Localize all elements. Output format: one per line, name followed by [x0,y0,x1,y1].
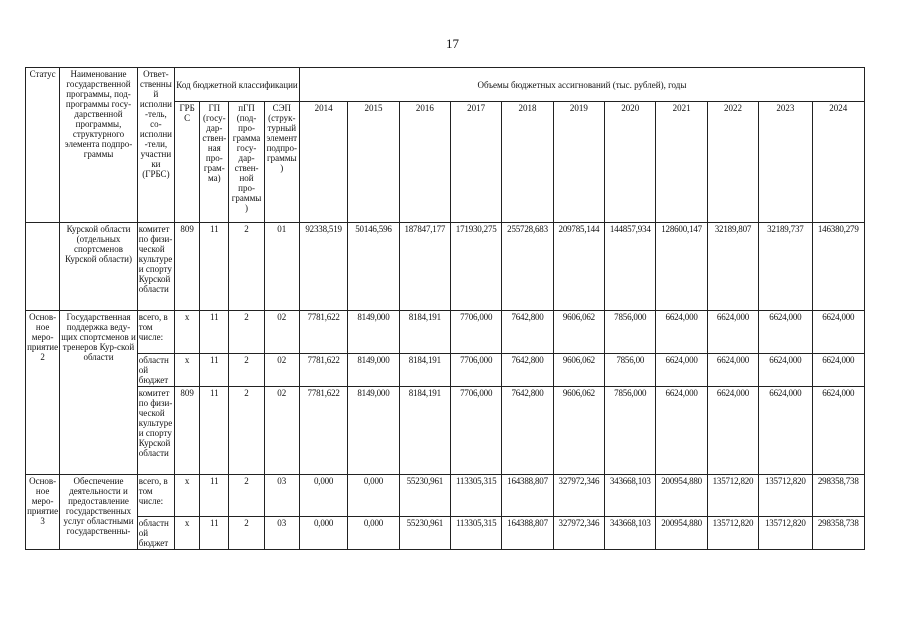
gp-cell: 11 [200,517,229,550]
budget-table [25,67,865,550]
grbs-cell: x [175,517,200,550]
table-row [26,354,865,387]
pgp-cell: 2 [229,387,264,475]
value-cell: 6624,000 [707,387,758,475]
name-cell: Государственная поддержка веду-щих спортсменов и тренеров Кур-ской области [60,311,138,475]
responsible-cell: областной бюджет [137,517,174,550]
value-cell: 135712,820 [707,517,758,550]
gp-cell: 11 [200,223,229,311]
value-cell: 164388,807 [502,517,553,550]
gp-cell: 11 [200,354,229,387]
value-cell: 144857,934 [605,223,656,311]
value-cell: 200954,880 [656,475,707,517]
responsible-cell: комитет по физи-ческой культуре и спорту Курской области [137,387,174,475]
value-cell: 135712,820 [759,475,812,517]
value-cell: 6624,000 [656,354,707,387]
value-cell: 327972,346 [553,517,604,550]
value-cell: 6624,000 [656,387,707,475]
value-cell: 8149,000 [348,387,399,475]
value-cell: 164388,807 [502,475,553,517]
header-gp: ГП (госу-дар-ствен-ная про-грам-ма) [200,102,229,223]
status-cell [26,223,60,311]
value-cell: 0,000 [299,475,347,517]
value-cell: 6624,000 [656,311,707,354]
table-row [26,475,865,517]
value-cell: 7856,00 [605,354,656,387]
value-cell: 255728,683 [502,223,553,311]
value-cell: 7642,800 [502,354,553,387]
header-year: 2024 [812,102,864,223]
responsible-cell: областной бюджет [137,354,174,387]
value-cell: 6624,000 [759,354,812,387]
header-year: 2018 [502,102,553,223]
value-cell: 298358,738 [812,475,864,517]
sep-cell: 02 [264,387,299,475]
value-cell: 8149,000 [348,354,399,387]
value-cell: 9606,062 [553,354,604,387]
value-cell: 6624,000 [759,387,812,475]
page-number: 17 [446,36,459,51]
value-cell: 8184,191 [399,387,450,475]
header-year: 2016 [399,102,450,223]
value-cell: 8149,000 [348,311,399,354]
value-cell: 9606,062 [553,311,604,354]
header-year: 2019 [553,102,604,223]
pgp-cell: 2 [229,517,264,550]
header-year: 2017 [451,102,502,223]
value-cell: 298358,738 [812,517,864,550]
name-cell: Обеспечение деятельности и предоставление государственных услуг областными государственны- [60,475,138,550]
sep-cell: 03 [264,517,299,550]
header-volumes: Объемы бюджетных ассигнований (тыс. рублей), годы [299,68,864,102]
header-status: Статус [26,68,60,223]
value-cell: 6624,000 [812,387,864,475]
value-cell: 113305,315 [451,475,502,517]
header-budget-code: Код бюджетной классификации [175,68,300,102]
value-cell: 7706,000 [451,311,502,354]
value-cell: 146380,279 [812,223,864,311]
header-grbs: ГРБ С [175,102,200,223]
value-cell: 7781,622 [299,387,347,475]
header-year: 2015 [348,102,399,223]
pgp-cell: 2 [229,311,264,354]
value-cell: 7856,000 [605,311,656,354]
pgp-cell: 2 [229,475,264,517]
table-row [26,311,865,354]
value-cell: 128600,147 [656,223,707,311]
pgp-cell: 2 [229,354,264,387]
value-cell: 32189,807 [707,223,758,311]
status-cell: Основ-ное меро-приятие 3 [26,475,60,550]
header-sep: СЭП (струк-турный элемент подпро-граммы) [264,102,299,223]
value-cell: 55230,961 [399,517,450,550]
value-cell: 171930,275 [451,223,502,311]
value-cell: 7781,622 [299,311,347,354]
sep-cell: 03 [264,475,299,517]
gp-cell: 11 [200,311,229,354]
value-cell: 92338,519 [299,223,347,311]
value-cell: 7642,800 [502,387,553,475]
value-cell: 135712,820 [759,517,812,550]
responsible-cell: всего, в том числе: [137,311,174,354]
value-cell: 6624,000 [707,354,758,387]
responsible-cell: всего, в том числе: [137,475,174,517]
header-year: 2021 [656,102,707,223]
value-cell: 6624,000 [759,311,812,354]
gp-cell: 11 [200,475,229,517]
gp-cell: 11 [200,387,229,475]
value-cell: 7706,000 [451,354,502,387]
value-cell: 327972,346 [553,475,604,517]
value-cell: 8184,191 [399,311,450,354]
grbs-cell: 809 [175,387,200,475]
value-cell: 9606,062 [553,387,604,475]
value-cell: 50146,596 [348,223,399,311]
header-year: 2020 [605,102,656,223]
responsible-cell: комитет по физи-ческой культуре и спорту Курской области [137,223,174,311]
header-year: 2022 [707,102,758,223]
header-pgp: пГП (под-про-грамма госу-дар-ствен-ной про-граммы) [229,102,264,223]
grbs-cell: x [175,475,200,517]
header-year: 2014 [299,102,347,223]
table-row [26,387,865,475]
sep-cell: 02 [264,354,299,387]
value-cell: 0,000 [299,517,347,550]
header-year: 2023 [759,102,812,223]
value-cell: 0,000 [348,517,399,550]
status-cell: Основ-ное меро-приятие 2 [26,311,60,475]
value-cell: 135712,820 [707,475,758,517]
value-cell: 0,000 [348,475,399,517]
value-cell: 7781,622 [299,354,347,387]
grbs-cell: 809 [175,223,200,311]
value-cell: 6624,000 [812,311,864,354]
header-name: Наименование государственной программы, под-программы госу-дарственной программы, структурного элемента подпро-граммы [60,68,138,223]
header-row-1 [26,68,865,102]
value-cell: 343668,103 [605,517,656,550]
header-responsible: Ответ-ственный исполни-тель, со-исполни-тели, участники (ГРБС) [137,68,174,223]
value-cell: 209785,144 [553,223,604,311]
value-cell: 6624,000 [707,311,758,354]
grbs-cell: x [175,311,200,354]
value-cell: 7706,000 [451,387,502,475]
value-cell: 113305,315 [451,517,502,550]
sep-cell: 02 [264,311,299,354]
grbs-cell: x [175,354,200,387]
value-cell: 200954,880 [656,517,707,550]
value-cell: 187847,177 [399,223,450,311]
value-cell: 8184,191 [399,354,450,387]
value-cell: 55230,961 [399,475,450,517]
value-cell: 32189,737 [759,223,812,311]
table-row [26,517,865,550]
value-cell: 343668,103 [605,475,656,517]
sep-cell: 01 [264,223,299,311]
pgp-cell: 2 [229,223,264,311]
value-cell: 7642,800 [502,311,553,354]
value-cell: 7856,000 [605,387,656,475]
table-row [26,223,865,311]
value-cell: 6624,000 [812,354,864,387]
name-cell: Курской области (отдельных спортсменов Курской области) [60,223,138,311]
